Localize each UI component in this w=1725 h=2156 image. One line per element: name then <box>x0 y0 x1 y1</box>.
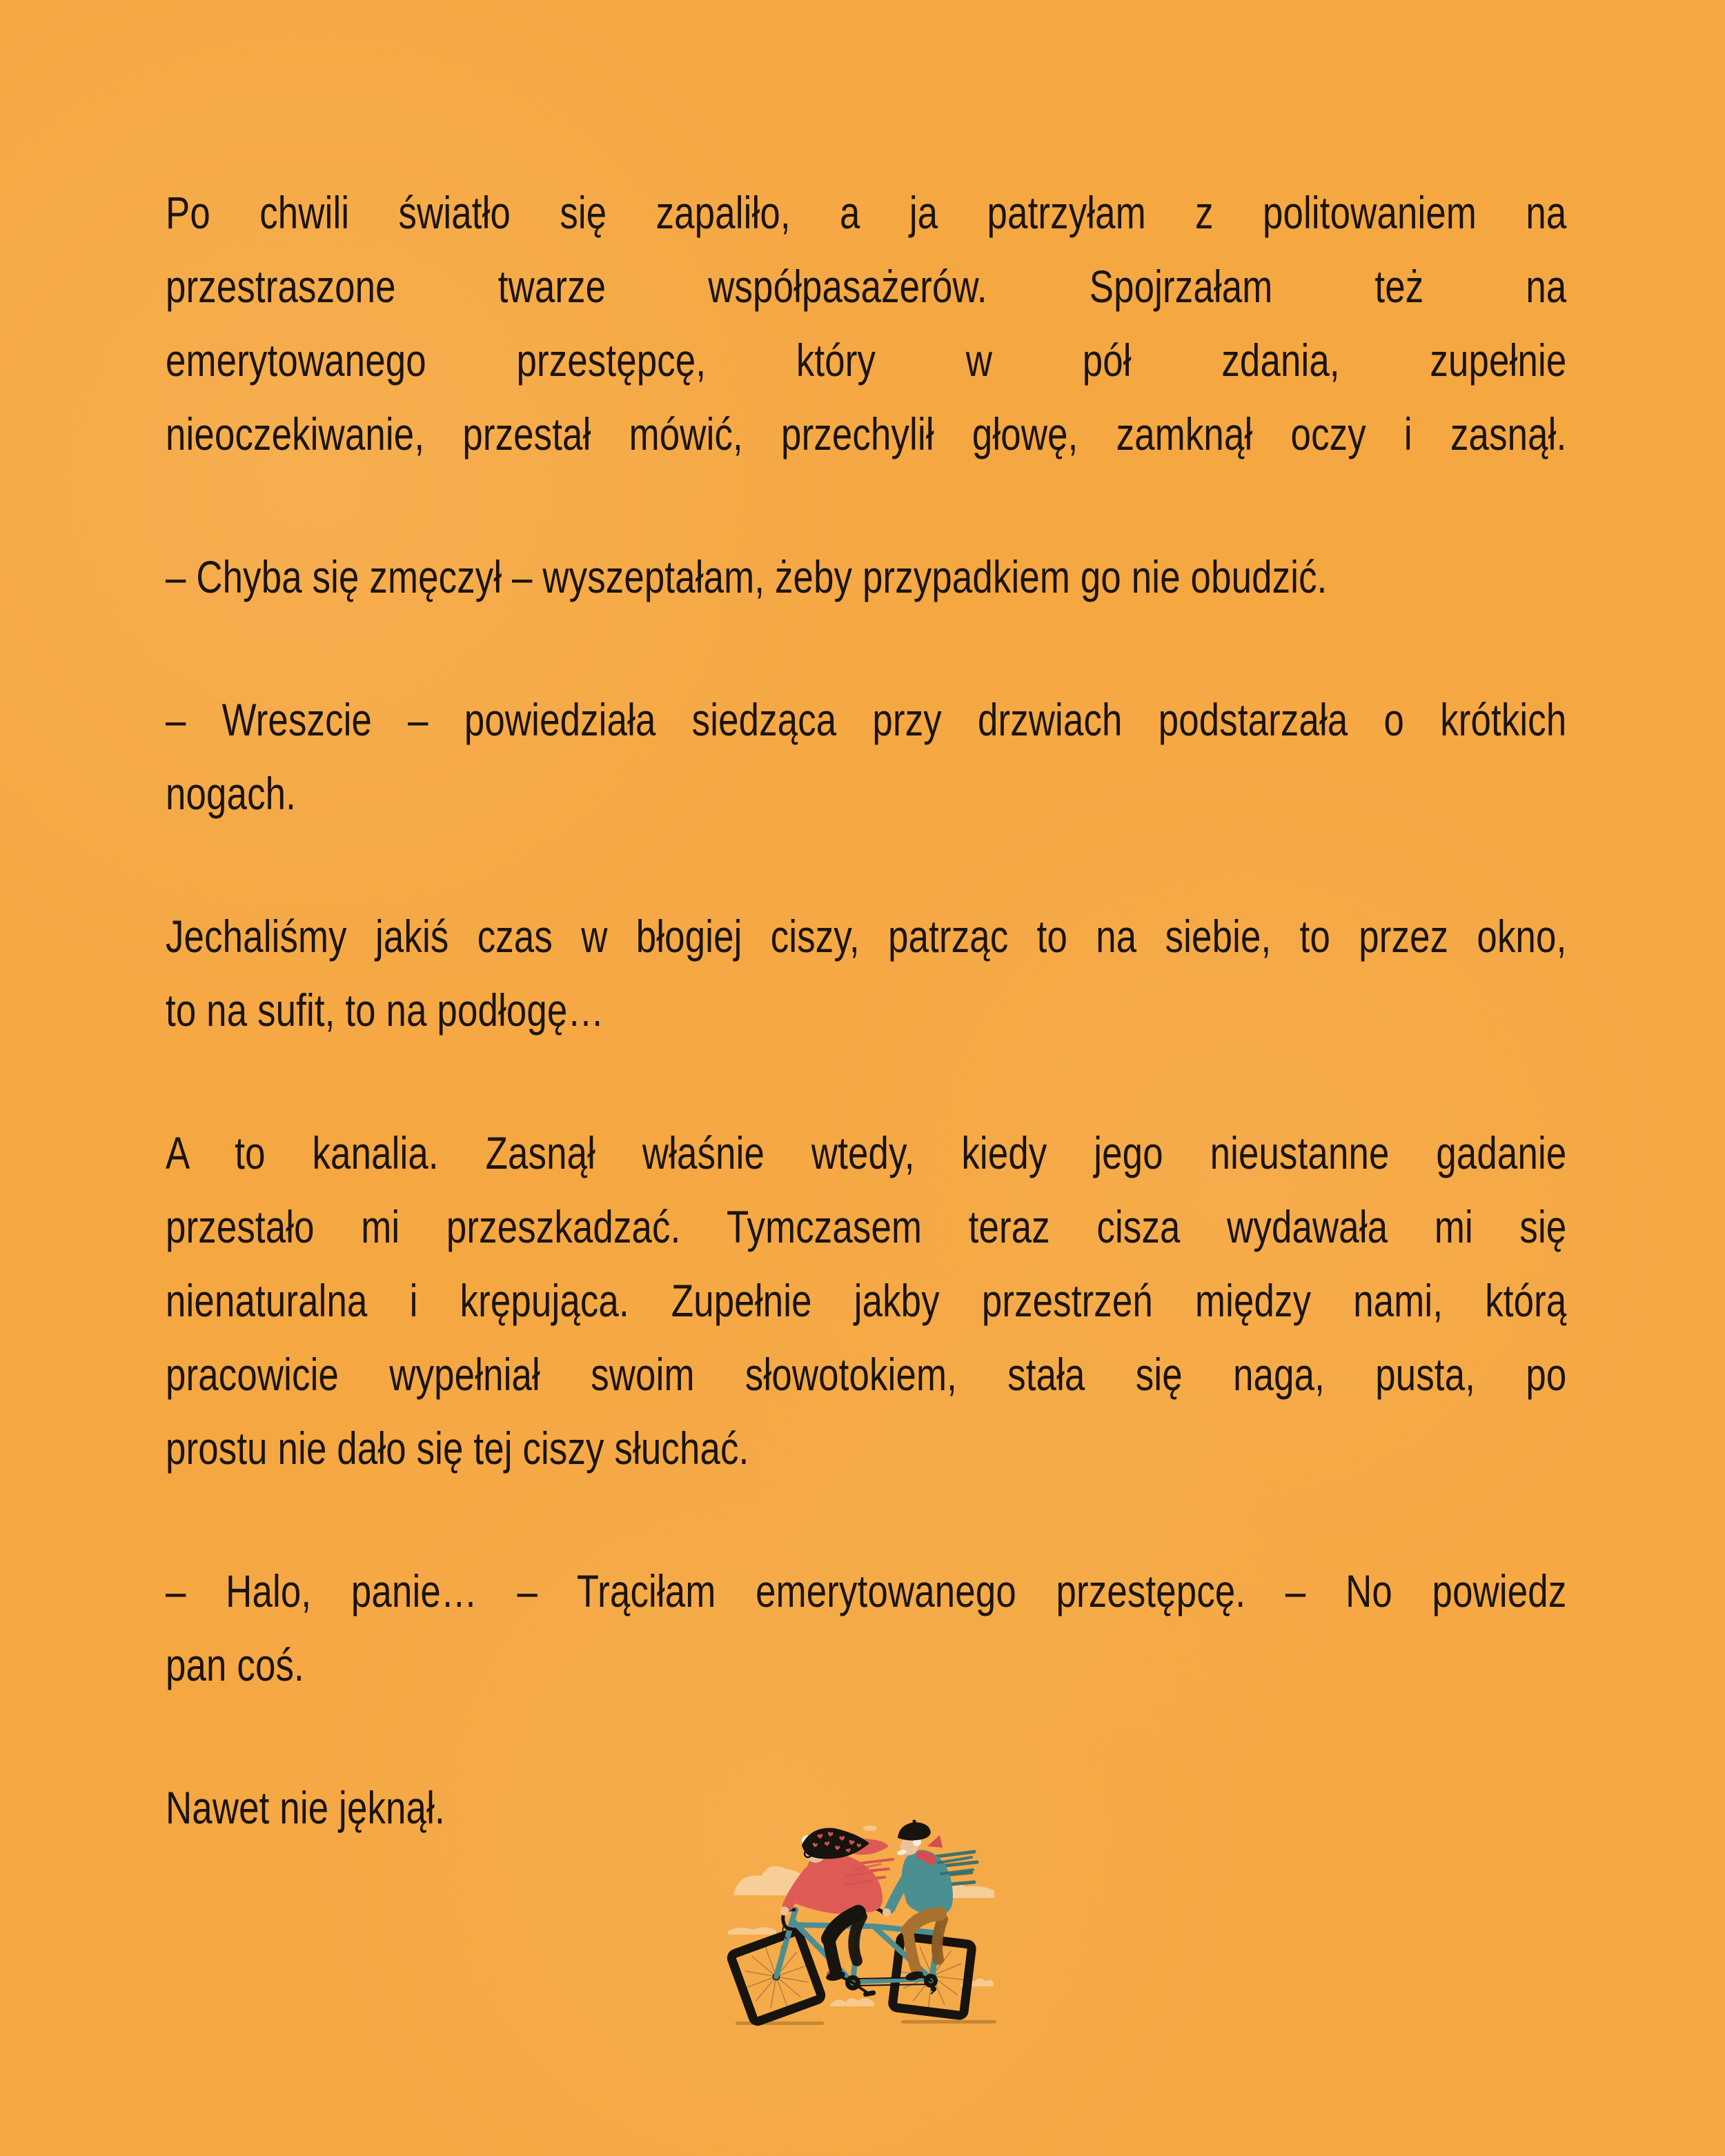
ground-shadow <box>901 2020 996 2024</box>
text-line: przestało mi przeszkadzać. Tymczasem teraz cisza wydawała mi się <box>166 1201 1567 1252</box>
paragraph <box>166 683 1566 831</box>
text-line: emerytowanego przestępcę, który w pół zdania, zupełnie <box>166 335 1567 386</box>
text-line: Nawet nie jęknął. <box>166 1782 445 1833</box>
paragraph <box>166 900 1566 1047</box>
text-line: nienaturalna i krępująca. Zupełnie jakby przestrzeń między nami, którą <box>166 1275 1567 1326</box>
text-line: – Chyba się zmęczył – wyszeptałam, żeby przypadkiem go nie obudzić. <box>166 551 1328 602</box>
text-line: A to kanalia. Zasnął właśnie wtedy, kiedy jego nieustanne gadanie <box>166 1127 1567 1178</box>
tandem-bicycle-illustration <box>711 1794 1014 2042</box>
text-line: Jechaliśmy jakiś czas w błogiej ciszy, patrząc to na siebie, to przez okno, <box>166 911 1567 962</box>
paragraph <box>166 1116 1566 1485</box>
text-line: nogach. <box>166 768 297 819</box>
text-line: Po chwili światło się zapaliło, a ja patrzyłam z politowaniem na <box>166 187 1567 238</box>
story-text <box>166 176 1566 1914</box>
text-line: nieoczekiwanie, przestał mówić, przechylił głowę, zamknął oczy i zasnął. <box>166 408 1567 459</box>
text-line: to na sufit, to na podłogę… <box>166 985 604 1036</box>
paragraph <box>166 1554 1566 1702</box>
text-line: pan coś. <box>166 1639 304 1690</box>
text-line: przestraszone twarze współpasażerów. Spojrzałam też na <box>166 261 1567 312</box>
man-scarf-flutter <box>927 1835 943 1848</box>
front-rider-woman <box>780 1828 889 1983</box>
man-hand <box>883 1908 891 1917</box>
text-line: – Halo, panie… – Trąciłam emerytowanego przestępcę. – No powiedz <box>166 1565 1567 1616</box>
woman-hand <box>780 1907 789 1916</box>
paragraph <box>166 540 1566 614</box>
ground-shadow <box>736 2021 824 2025</box>
text-line: prostu nie dało się tej ciszy słuchać. <box>166 1423 749 1474</box>
man-beret <box>898 1822 931 1841</box>
text-line: pracowicie wypełniał swoim słowotokiem, stała się naga, pusta, po <box>166 1349 1567 1400</box>
paragraph <box>166 176 1566 471</box>
text-line: – Wreszcie – powiedziała siedząca przy drzwiach podstarzała o krótkich <box>166 694 1567 745</box>
